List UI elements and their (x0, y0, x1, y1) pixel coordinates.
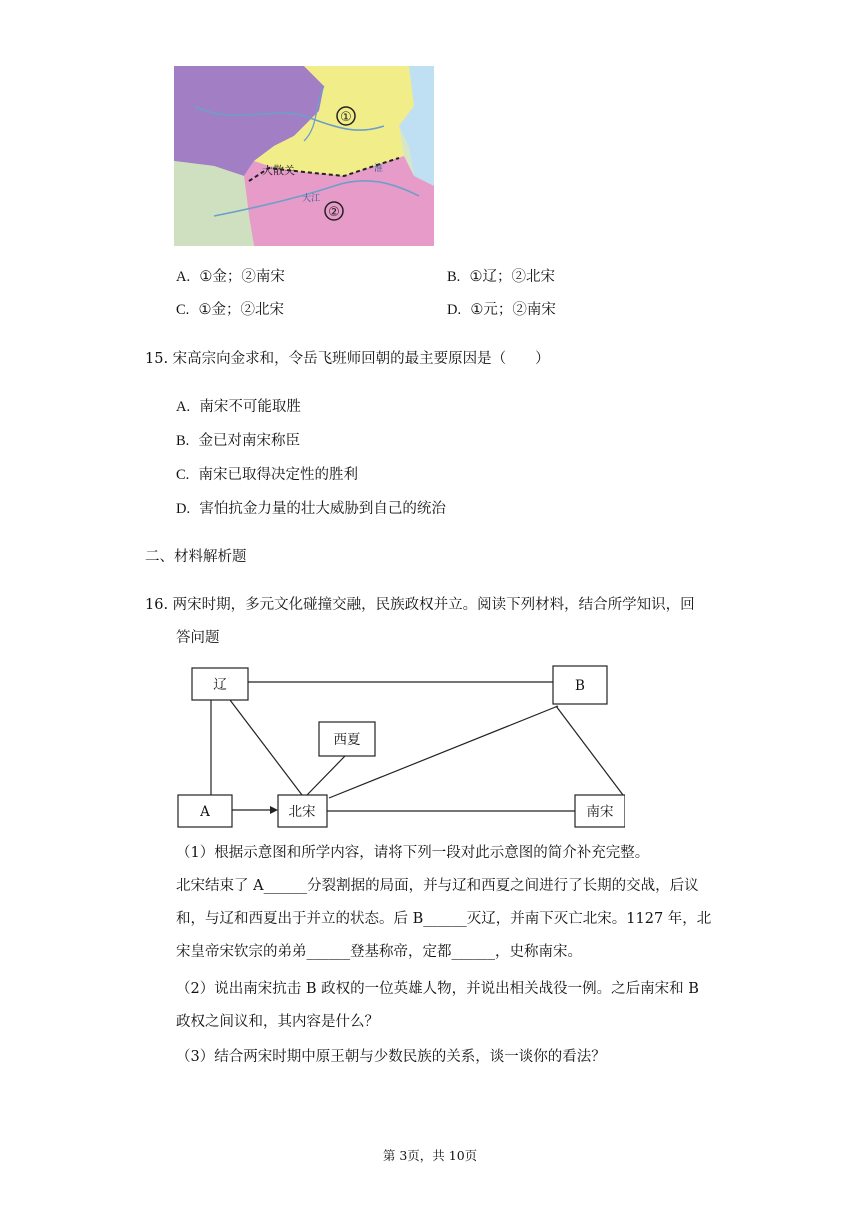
pass-label: 大散关 (262, 164, 295, 177)
option-text: ①辽；②北宋 (469, 269, 556, 285)
option-text: 害怕抗金力量的壮大威胁到自己的统治 (199, 501, 446, 517)
label-nansong: 南宋 (586, 804, 614, 820)
q16-sub1-prompt: （1）根据示意图和所学内容，请将下列一段对此示意图的简介补充完整。 (176, 845, 650, 861)
option-key: D. (447, 302, 462, 318)
q16-sub3: （3）结合两宋时期中原王朝与少数民族的关系，谈一谈你的看法？ (176, 1049, 606, 1065)
q14-option-d (447, 300, 556, 320)
option-key: A. (176, 399, 191, 415)
option-key: A. (176, 269, 191, 285)
label-b: B (575, 678, 585, 694)
label-beisong: 北宋 (288, 804, 316, 820)
jiang-river-label: 大江 (302, 194, 321, 204)
option-key: D. (176, 501, 191, 517)
label-xixia: 西夏 (333, 732, 361, 748)
q16-sub2-line1: （2）说出南宋抗击 B 政权的一位英雄人物，并说出相关战役一例。之后南宋和 B (176, 981, 699, 997)
option-text: 金已对南宋称臣 (198, 433, 301, 449)
region-1-label: ① (340, 110, 352, 125)
song-jin-map (174, 66, 434, 246)
option-text: 南宋已取得决定性的胜利 (198, 467, 359, 483)
regime-relationship-diagram (175, 660, 625, 832)
q16-stem-line1: 16. 两宋时期，多元文化碰撞交融，民族政权并立。阅读下列材料，结合所学知识，回 (145, 597, 695, 613)
q16-sub1-line2: 和，与辽和西夏出于并立的状态。后 B______灭辽，并南下灭亡北宋。1127 年，北 (176, 911, 712, 927)
option-key: B. (447, 269, 461, 285)
q14-option-a (176, 267, 285, 287)
q15-option-c (176, 465, 358, 485)
option-key: C. (176, 302, 190, 318)
q15-option-b (176, 431, 300, 451)
q16-sub1-line1: 北宋结束了 A______分裂割据的局面，并与辽和西夏之间进行了长期的交战，后议 (176, 878, 699, 894)
region-2-label: ② (328, 205, 340, 220)
section-title: 二、材料解析题 (145, 549, 247, 565)
option-text: 南宋不可能取胜 (199, 399, 301, 415)
option-text: ①元；②南宋 (470, 302, 556, 318)
q15-stem: 15. 宋高宗向金求和，令岳飞班师回朝的最主要原因是（ ） (145, 351, 550, 367)
q16-sub2-line2: 政权之间议和，其内容是什么？ (176, 1014, 379, 1030)
page-footer: 第 3页，共 10页 (382, 1148, 478, 1163)
q16-sub1-line3: 宋皇帝宋钦宗的弟弟______登基称帝，定都______，史称南宋。 (176, 944, 582, 960)
q16-stem-line2: 答问题 (176, 630, 220, 646)
q14-option-b (447, 267, 555, 287)
huai-river-label: 淮 (374, 164, 384, 174)
q15-option-a (176, 397, 301, 417)
q14-option-c (176, 300, 284, 320)
option-text: ①金；②北宋 (198, 302, 285, 318)
label-liao: 辽 (213, 677, 227, 693)
q15-option-d (176, 499, 446, 519)
label-a: A (200, 804, 210, 820)
option-key: B. (176, 433, 190, 449)
option-key: C. (176, 467, 190, 483)
option-text: ①金；②南宋 (199, 269, 285, 285)
